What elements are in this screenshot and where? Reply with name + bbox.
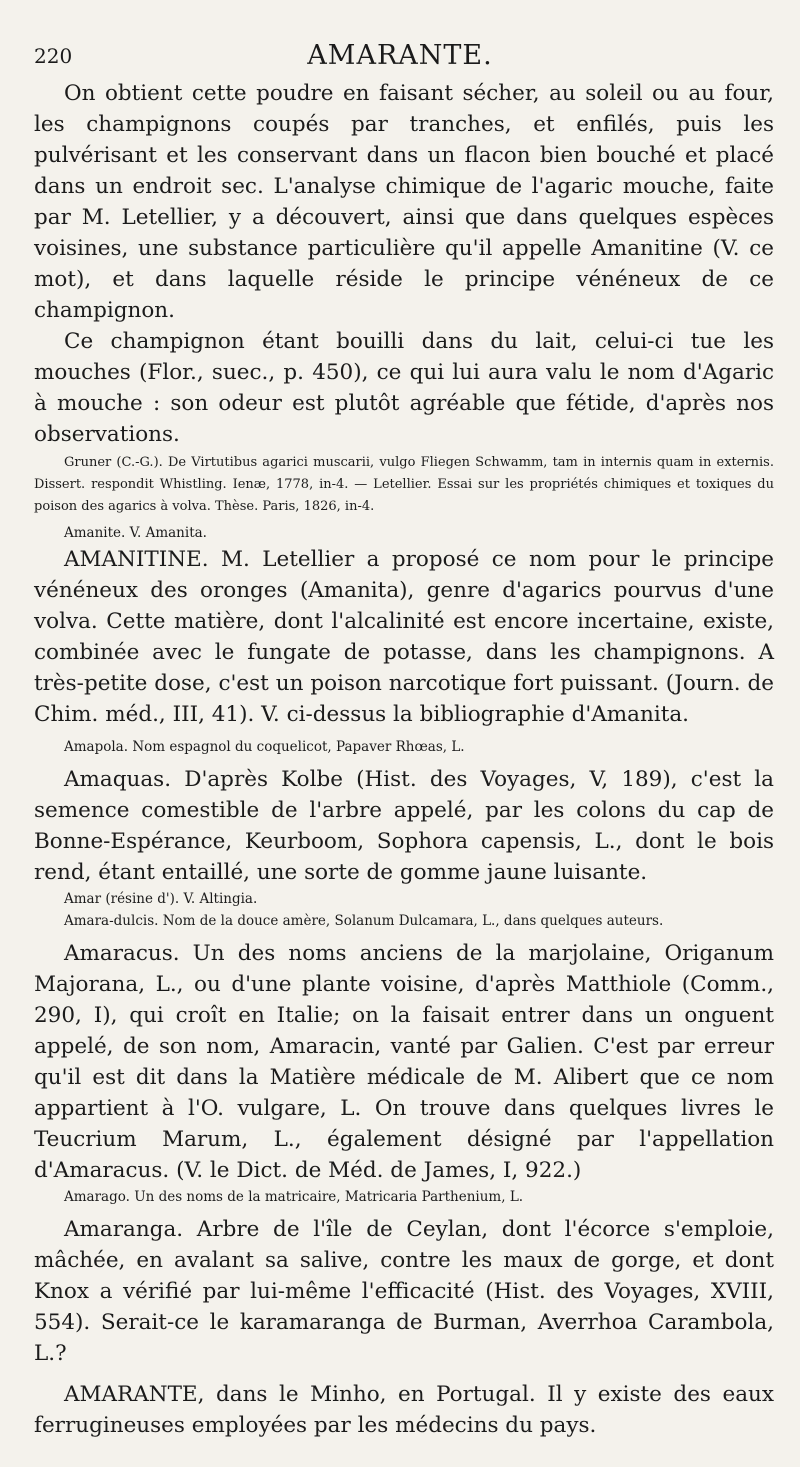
entry-amanitine: AMANITINE. M. Letellier a proposé ce nom pour le principe vénéneux des oronges (Amanita), genre d'agarics pourvus d'une volva. Cette matière, dont l'alcalinité est encore incertaine, existe, combinée avec le fungate de potasse, dans les champignons. A très-petite dose, c'est un poison narcotique fort puissant. (Journ. de Chim. méd., III, 41). V. ci-dessus la bibliographie d'Amanita. <box>34 547 774 727</box>
entry-amapola: Amapola. Nom espagnol du coquelicot, Papaver Rhœas, L. <box>64 739 465 755</box>
running-title: AMARANTE. <box>307 40 493 71</box>
entry-amarante: AMARANTE, dans le Minho, en Portugal. Il y existe des eaux ferrugineuses employées par les médecins du pays. <box>34 1382 774 1438</box>
entry-amara-dulcis: Amara-dulcis. Nom de la douce amère, Solanum Dulcamara, L., dans quelques auteurs. <box>64 913 664 929</box>
page-number: 220 <box>34 44 73 68</box>
bibliography-note: Gruner (C.-G.). De Virtutibus agarici muscarii, vulgo Fliegen Schwamm, tam in internis quam in externis. Dissert. respondit Whistling. Ienæ, 1778, in-4. — Letellier. Essai sur les propriétés chimiques et toxiques du poison des agarics à volva. Thèse. Paris, 1826, in-4. <box>34 455 774 514</box>
entry-amanite: Amanite. V. Amanita. <box>64 525 207 541</box>
entry-amaracus: Amaracus. Un des noms anciens de la marjolaine, Origanum Majorana, L., ou d'une plante voisine, d'après Matthiole (Comm., 290, I), qui croît en Italie; on la faisait entrer dans un onguent appelé, de son nom, Amaracin, vanté par Galien. C'est par erreur qu'il est dit dans la Matière médicale de M. Alibert que ce nom appartient à l'O. vulgare, L. On trouve dans quelques livres le Teucrium Marum, L., également désigné par l'appellation d'Amaracus. (V. le Dict. de Méd. de James, I, 922.) <box>34 941 774 1183</box>
entry-amaquas: Amaquas. D'après Kolbe (Hist. des Voyages, V, 189), c'est la semence comestible de l'arbre appelé, par les colons du cap de Bonne-Espérance, Keurboom, Sophora capensis, L., dont le bois rend, étant entaillé, une sorte de gomme jaune luisante. <box>34 767 774 885</box>
page-header <box>0 40 800 74</box>
entry-amaranga: Amaranga. Arbre de l'île de Ceylan, dont l'écorce s'emploie, mâchée, en avalant sa salive, contre les maux de gorge, et dont Knox a vérifié par lui-même l'efficacité (Hist. des Voyages, XVIII, 554). Serait-ce le karamaranga de Burman, Averrhoa Carambola, L.? <box>34 1217 774 1366</box>
paragraph-poudre: On obtient cette poudre en faisant sécher, au soleil ou au four, les champignons coupés par tranches, et enfilés, puis les pulvérisant et les conservant dans un flacon bien bouché et placé dans un endroit sec. L'analyse chimique de l'agaric mouche, faite par M. Letellier, y a découvert, ainsi que dans quelques espèces voisines, une substance particulière qu'il appelle Amanitine (V. ce mot), et dans laquelle réside le principe vénéneux de ce champignon. <box>34 81 774 323</box>
paragraph-lait: Ce champignon étant bouilli dans du lait, celui-ci tue les mouches (Flor., suec., p. 450), ce qui lui aura valu le nom d'Agaric à mouche : son odeur est plutôt agréable que fétide, d'après nos observations. <box>34 329 774 447</box>
entry-amar: Amar (résine d'). V. Altingia. <box>64 891 258 907</box>
page-body <box>34 78 774 1441</box>
entry-amarago: Amarago. Un des noms de la matricaire, Matricaria Parthenium, L. <box>64 1189 524 1205</box>
